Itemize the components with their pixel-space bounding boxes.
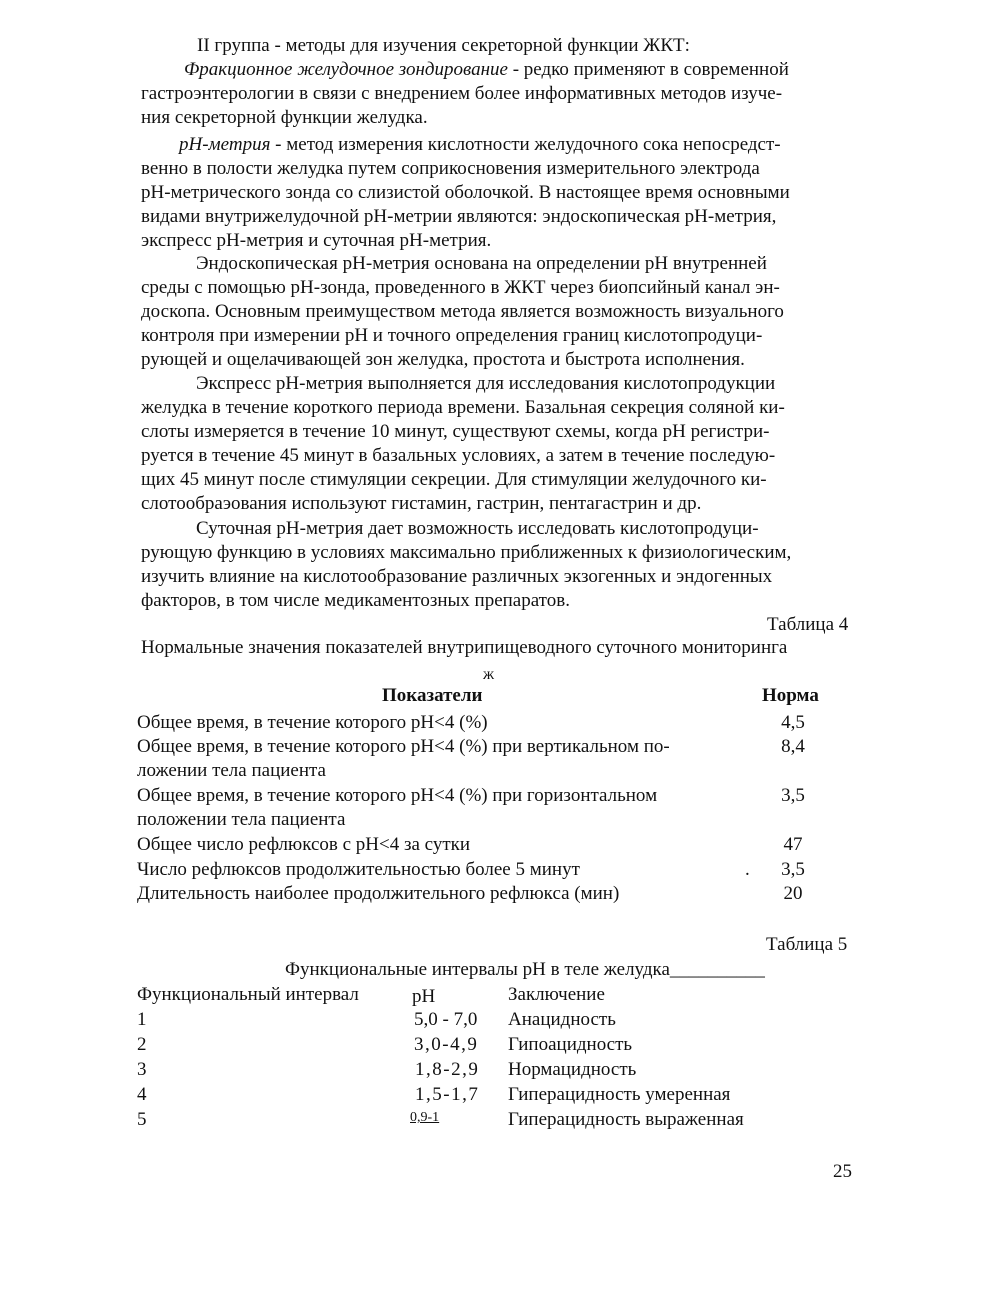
table-4-row-2-norm: 8,4 [781, 736, 805, 757]
table-4-row-2-indicator-line-2: ложении тела пациента [137, 760, 326, 781]
table-4-row-3-indicator-line-2: положении тела пациента [137, 809, 346, 830]
table-4-row-5-stray-mark: . [745, 859, 750, 880]
paragraph-3-line-4: контроля при измерении рН и точного определения границ кислотопродуци- [141, 325, 763, 346]
table-4-row-4-indicator: Общее число рефлюксов с рН<4 за сутки [137, 834, 471, 855]
paragraph-4-line-4: руется в течение 45 минут в базальных условиях, а затем в течение последую- [141, 445, 776, 466]
paragraph-2-line-3: рН-метрического зонда со слизистой оболочкой. В настоящее время основными [141, 182, 790, 203]
paragraph-2-line-2: венно в полости желудка путем соприкосновения измерительного электрода [141, 158, 760, 179]
paragraph-3-line-5: рующей и ощелачивающей зон желудка, простота и быстрота исполнения. [141, 349, 745, 370]
table-4-row-5-norm: 3,5 [781, 859, 805, 880]
table-5-row-4-conclusion: Гиперацидность умеренная [508, 1084, 731, 1105]
table-5-label: Таблица 5 [766, 934, 848, 955]
table-4-title-wrap: ж [483, 666, 495, 683]
table-4-header-norm: Норма [762, 685, 819, 706]
section-heading: II группа - методы для изучения секреторной функции ЖКТ: [197, 35, 690, 56]
paragraph-3-line-3: доскопа. Основным преимуществом метода является возможность визуального [141, 301, 784, 322]
table-5-row-3-ph: 1,8-2,9 [415, 1059, 480, 1080]
table-4-header-indicator: Показатели [382, 685, 483, 706]
paragraph-2-line-1: pH-метрия - метод измерения кислотности желудочного сока непосредст- [179, 134, 781, 155]
table-5-row-5-conclusion: Гиперацидность выраженная [508, 1109, 744, 1130]
table-5-header-ph: pH [412, 986, 436, 1007]
paragraph-4-line-1: Экспресс рН-метрия выполняется для исследования кислотопродукции [196, 373, 776, 394]
table-4-row-1-indicator: Общее время, в течение которого рН<4 (%) [137, 712, 488, 733]
page-number: 25 [833, 1161, 852, 1182]
table-5-row-4-interval: 4 [137, 1084, 147, 1105]
table-5-title: Функциональные интервалы рН в теле желудка__________ [285, 959, 765, 980]
paragraph-5-line-3: изучить влияние на кислотообразование различных экзогенных и эндогенных [141, 566, 773, 587]
paragraph-3-line-1: Эндоскопическая рН-метрия основана на определении рН внутренней [196, 253, 767, 274]
table-4-row-4-norm: 47 [783, 834, 803, 855]
paragraph-3-line-2: среды с помощью рН-зонда, проведенного в ЖКТ через биопсийный канал эн- [141, 277, 780, 298]
paragraph-4-line-2: желудка в течение короткого периода времени. Базальная секреция соляной ки- [141, 397, 785, 418]
term-ph-metry: pH-метрия [179, 134, 271, 155]
table-5-row-1-ph: 5,0 - 7,0 [414, 1009, 478, 1030]
table-5-header-conclusion: Заключение [508, 984, 605, 1005]
table-4-row-1-norm: 4,5 [781, 712, 805, 733]
table-4-row-2-indicator-line-1: Общее время, в течение которого рН<4 (%) при вертикальном по- [137, 736, 670, 757]
paragraph-1-line-2: гастроэнтерологии в связи с внедрением более информативных методов изуче- [141, 83, 783, 104]
table-4-row-3-norm: 3,5 [781, 785, 805, 806]
table-4-label: Таблица 4 [767, 614, 849, 635]
table-5-header-interval: Функциональный интервал [137, 984, 359, 1005]
table-5-row-5-ph: 0,9-1 [410, 1110, 440, 1125]
paragraph-4-line-3: слоты измеряется в течение 10 минут, существуют схемы, когда рН регистри- [141, 421, 770, 442]
table-4-title: Нормальные значения показателей внутрипищеводного суточного мониторинга [141, 637, 788, 658]
table-5-row-3-conclusion: Нормацидность [508, 1059, 637, 1080]
table-5-row-1-interval: 1 [137, 1009, 147, 1030]
table-4-row-6-indicator: Длительность наиболее продолжительного рефлюкса (мин) [137, 883, 620, 904]
table-4-row-3-indicator-line-1: Общее время, в течение которого рН<4 (%) при горизонтальном [137, 785, 658, 806]
paragraph-1-line-1: Фракционное желудочное зондирование - редко применяют в современной [184, 59, 789, 80]
paragraph-5-line-4: факторов, в том числе медикаментозных препаратов. [141, 590, 570, 611]
table-4-row-6-norm: 20 [783, 883, 803, 904]
table-5-row-2-ph: 3,0-4,9 [414, 1034, 479, 1055]
paragraph-5-line-1: Суточная рН-метрия дает возможность исследовать кислотопродуци- [196, 518, 759, 539]
table-5-row-1-conclusion: Анацидность [508, 1009, 616, 1030]
table-5-row-4-ph: 1,5-1,7 [415, 1084, 480, 1105]
table-4-row-5-indicator: Число рефлюксов продолжительностью более 5 минут [137, 859, 580, 880]
table-5-row-2-interval: 2 [137, 1034, 147, 1055]
paragraph-1-line-3: ния секреторной функции желудка. [141, 107, 428, 128]
table-5-row-5-interval: 5 [137, 1109, 147, 1130]
paragraph-5-line-2: рующую функцию в условиях максимально приближенных к физиологическим, [141, 542, 792, 563]
paragraph-2-line-5: экспресс рН-метрия и суточная рН-метрия. [141, 230, 492, 251]
paragraph-4-line-5: щих 45 минут после стимуляции секреции. Для стимуляции желудочного ки- [141, 469, 767, 490]
term-fractional-sounding: Фракционное желудочное зондирование [184, 59, 508, 80]
table-5-row-2-conclusion: Гипоацидность [508, 1034, 633, 1055]
table-5-row-3-interval: 3 [137, 1059, 147, 1080]
paragraph-4-line-6: слотообраэования используют гистамин, гастрин, пентагастрин и др. [141, 493, 702, 514]
paragraph-2-line-4: видами внутрижелудочной рН-метрии являются: эндоскопическая рН-метрия, [141, 206, 777, 227]
